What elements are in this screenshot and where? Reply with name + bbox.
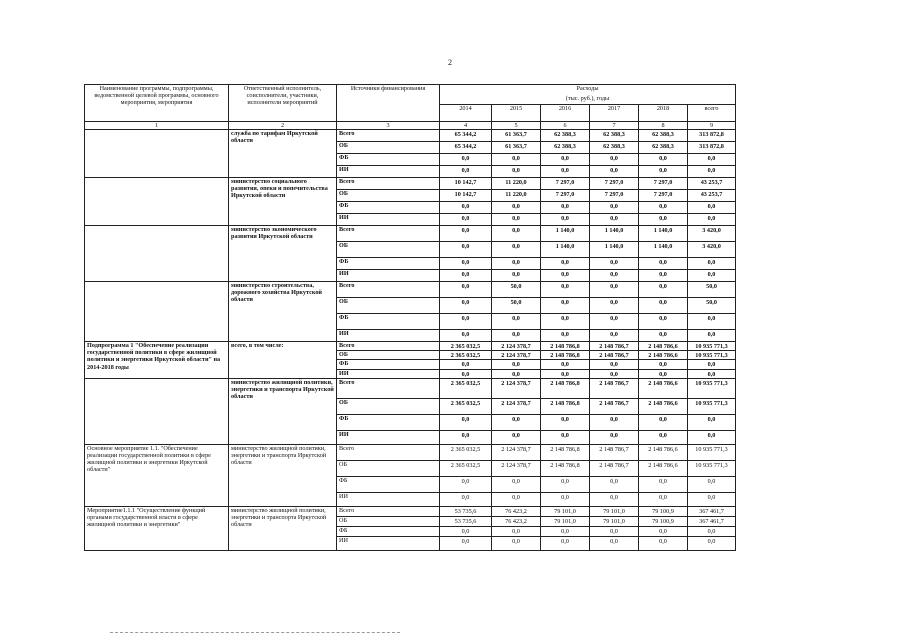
total-value-cell: 43 253,7 [688, 190, 736, 202]
year-value-cell: 65 344,2 [440, 130, 492, 142]
year-value-cell: 0,0 [440, 314, 492, 330]
funding-source-cell: ИИ [337, 330, 440, 342]
year-value-cell: 50,0 [492, 282, 541, 298]
year-value-cell: 0,0 [440, 298, 492, 314]
funding-source-cell: ИИ [337, 430, 440, 444]
total-value-cell: 10 935 771,3 [688, 444, 736, 460]
year-value-cell: 2 148 786,7 [590, 378, 639, 398]
year-value-cell: 0,0 [440, 242, 492, 258]
year-value-cell: 1 140,0 [590, 242, 639, 258]
year-value-cell: 0,0 [492, 430, 541, 444]
total-value-cell: 50,0 [688, 298, 736, 314]
total-value-cell: 10 935 771,3 [688, 460, 736, 476]
year-value-cell: 0,0 [541, 414, 590, 430]
year-value-cell: 62 388,3 [590, 142, 639, 154]
year-value-cell: 2 365 032,5 [440, 444, 492, 460]
year-value-cell: 7 297,0 [639, 190, 688, 202]
column-number: 6 [541, 122, 590, 130]
year-value-cell: 10 142,7 [440, 190, 492, 202]
year-value-cell: 0,0 [590, 492, 639, 506]
total-value-cell: 0,0 [688, 476, 736, 492]
header-expenses-unit: (тыс. руб.), годы [440, 95, 736, 105]
year-value-cell: 0,0 [440, 414, 492, 430]
year-value-cell: 0,0 [440, 536, 492, 550]
year-value-cell: 0,0 [639, 214, 688, 226]
year-value-cell: 2 124 378,7 [492, 444, 541, 460]
year-value-cell: 2 148 786,6 [639, 378, 688, 398]
header-year: 2017 [590, 105, 639, 122]
funding-source-cell: ИИ [337, 270, 440, 282]
header-source: Источники финансирования [337, 85, 440, 122]
year-value-cell: 0,0 [639, 258, 688, 270]
year-value-cell: 62 388,3 [639, 130, 688, 142]
header-year: 2015 [492, 105, 541, 122]
table-body [85, 85, 736, 551]
year-value-cell: 0,0 [590, 536, 639, 550]
year-value-cell: 0,0 [590, 214, 639, 226]
table-row [85, 342, 736, 351]
year-value-cell: 0,0 [639, 536, 688, 550]
year-value-cell: 0,0 [541, 330, 590, 342]
header-year: 2014 [440, 105, 492, 122]
year-value-cell: 0,0 [541, 258, 590, 270]
year-value-cell: 0,0 [492, 314, 541, 330]
year-value-cell: 61 363,7 [492, 142, 541, 154]
year-value-cell: 2 148 786,6 [639, 444, 688, 460]
year-value-cell: 0,0 [639, 369, 688, 378]
total-value-cell: 313 872,8 [688, 142, 736, 154]
total-value-cell: 50,0 [688, 282, 736, 298]
year-value-cell: 0,0 [590, 360, 639, 369]
year-value-cell: 2 148 786,6 [639, 398, 688, 414]
executor-cell: министерство жилищной политики, энергетики и транспорта Иркутской области [229, 506, 337, 550]
year-value-cell: 0,0 [590, 314, 639, 330]
year-value-cell: 2 365 032,5 [440, 378, 492, 398]
year-value-cell: 0,0 [590, 414, 639, 430]
year-value-cell: 62 388,3 [541, 130, 590, 142]
header-responsible: Ответственный исполнитель, соисполнители, участники, исполнители мероприятий [229, 85, 337, 122]
year-value-cell: 0,0 [639, 166, 688, 178]
total-value-cell: 10 935 771,3 [688, 342, 736, 351]
total-value-cell: 0,0 [688, 536, 736, 550]
year-value-cell: 2 148 786,6 [639, 351, 688, 360]
table-row [85, 378, 736, 398]
year-value-cell: 79 100,9 [639, 506, 688, 516]
total-value-cell: 0,0 [688, 430, 736, 444]
year-value-cell: 0,0 [440, 214, 492, 226]
year-value-cell: 0,0 [492, 242, 541, 258]
program-name-cell [85, 378, 229, 444]
total-value-cell: 313 872,8 [688, 130, 736, 142]
year-value-cell: 7 297,0 [541, 190, 590, 202]
funding-source-cell: ФБ [337, 414, 440, 430]
year-value-cell: 0,0 [541, 298, 590, 314]
year-value-cell: 79 100,9 [639, 516, 688, 526]
year-value-cell: 7 297,0 [639, 178, 688, 190]
year-value-cell: 53 735,6 [440, 506, 492, 516]
funding-source-cell: ОБ [337, 298, 440, 314]
program-name-cell: Подпрограмма 1 "Обеспечение реализации государственной политики в сфере жилищной политики и энергетики Иркутской области" на 2014-2018 годы [85, 342, 229, 379]
funding-source-cell: Всего [337, 506, 440, 516]
funding-source-cell: ИИ [337, 214, 440, 226]
executor-cell: министерство строительства, дорожного хозяйства Иркутской области [229, 282, 337, 342]
year-value-cell: 0,0 [541, 536, 590, 550]
program-name-cell [85, 178, 229, 226]
funding-source-cell: ИИ [337, 492, 440, 506]
column-number: 1 [85, 122, 229, 130]
funding-source-cell: ФБ [337, 202, 440, 214]
funding-source-cell: ФБ [337, 258, 440, 270]
year-value-cell: 0,0 [639, 526, 688, 536]
year-value-cell: 2 148 786,7 [590, 398, 639, 414]
funding-source-cell: Всего [337, 178, 440, 190]
year-value-cell: 2 365 032,5 [440, 460, 492, 476]
total-value-cell: 0,0 [688, 202, 736, 214]
total-value-cell: 0,0 [688, 214, 736, 226]
year-value-cell: 2 148 786,6 [639, 460, 688, 476]
year-value-cell: 0,0 [541, 492, 590, 506]
year-value-cell: 0,0 [541, 166, 590, 178]
year-value-cell: 7 297,0 [541, 178, 590, 190]
year-value-cell: 7 297,0 [590, 178, 639, 190]
year-value-cell: 1 140,0 [541, 226, 590, 242]
table-row [85, 282, 736, 298]
year-value-cell: 0,0 [590, 202, 639, 214]
year-value-cell: 11 220,0 [492, 178, 541, 190]
funding-source-cell: ФБ [337, 314, 440, 330]
year-value-cell: 0,0 [541, 214, 590, 226]
year-value-cell: 0,0 [541, 526, 590, 536]
program-name-cell: Основное мероприятие 1.1. "Обеспечение реализации государственной политики в сфере жилищной политики и энергетики Иркутской области" [85, 444, 229, 506]
column-number: 9 [688, 122, 736, 130]
year-value-cell: 0,0 [440, 526, 492, 536]
year-value-cell: 1 140,0 [541, 242, 590, 258]
funding-source-cell: ИИ [337, 369, 440, 378]
year-value-cell: 0,0 [541, 369, 590, 378]
executor-cell: служба по тарифам Иркутской области [229, 130, 337, 178]
total-value-cell: 0,0 [688, 492, 736, 506]
year-value-cell: 0,0 [492, 214, 541, 226]
funding-source-cell: ОБ [337, 142, 440, 154]
total-value-cell: 10 935 771,3 [688, 398, 736, 414]
column-number: 3 [337, 122, 440, 130]
year-value-cell: 0,0 [590, 282, 639, 298]
year-value-cell: 1 140,0 [639, 242, 688, 258]
funding-source-cell: Всего [337, 282, 440, 298]
year-value-cell: 2 148 786,8 [541, 378, 590, 398]
year-value-cell: 2 365 032,5 [440, 342, 492, 351]
year-value-cell: 0,0 [440, 369, 492, 378]
year-value-cell: 79 101,0 [590, 516, 639, 526]
funding-source-cell: ФБ [337, 476, 440, 492]
executor-cell: министерство экономического развития Иркутской области [229, 226, 337, 282]
funding-source-cell: ОБ [337, 460, 440, 476]
year-value-cell: 0,0 [492, 258, 541, 270]
year-value-cell: 0,0 [440, 430, 492, 444]
year-value-cell: 0,0 [541, 154, 590, 166]
year-value-cell: 0,0 [440, 226, 492, 242]
funding-source-cell: Всего [337, 342, 440, 351]
year-value-cell: 62 388,3 [639, 142, 688, 154]
year-value-cell: 0,0 [639, 298, 688, 314]
year-value-cell: 0,0 [590, 154, 639, 166]
header-program-name: Наименование программы, подпрограммы, ведомственной целевой программы, основного мероприятия, мероприятия [85, 85, 229, 122]
year-value-cell: 0,0 [492, 492, 541, 506]
table-row [85, 226, 736, 242]
year-value-cell: 0,0 [440, 154, 492, 166]
year-value-cell: 2 124 378,7 [492, 460, 541, 476]
year-value-cell: 11 220,0 [492, 190, 541, 202]
total-value-cell: 3 420,0 [688, 242, 736, 258]
year-value-cell: 0,0 [440, 202, 492, 214]
header-year: 2016 [541, 105, 590, 122]
total-value-cell: 10 935 771,3 [688, 351, 736, 360]
year-value-cell: 0,0 [492, 330, 541, 342]
funding-source-cell: Всего [337, 226, 440, 242]
year-value-cell: 0,0 [639, 476, 688, 492]
year-value-cell: 7 297,0 [590, 190, 639, 202]
year-value-cell: 0,0 [440, 330, 492, 342]
year-value-cell: 2 148 786,7 [590, 444, 639, 460]
year-value-cell: 0,0 [639, 330, 688, 342]
total-value-cell: 10 935 771,3 [688, 378, 736, 398]
year-value-cell: 0,0 [492, 536, 541, 550]
year-value-cell: 0,0 [590, 430, 639, 444]
year-value-cell: 0,0 [541, 202, 590, 214]
year-value-cell: 0,0 [639, 360, 688, 369]
total-value-cell: 0,0 [688, 314, 736, 330]
program-name-cell [85, 282, 229, 342]
year-value-cell: 0,0 [590, 258, 639, 270]
year-value-cell: 2 148 786,8 [541, 398, 590, 414]
year-value-cell: 2 148 786,8 [541, 460, 590, 476]
year-value-cell: 2 148 786,7 [590, 460, 639, 476]
year-value-cell: 0,0 [639, 430, 688, 444]
table-row [85, 444, 736, 460]
year-value-cell: 65 344,2 [440, 142, 492, 154]
column-number: 8 [639, 122, 688, 130]
year-value-cell: 79 101,0 [541, 516, 590, 526]
total-value-cell: 367 461,7 [688, 516, 736, 526]
year-value-cell: 0,0 [492, 476, 541, 492]
year-value-cell: 76 423,2 [492, 506, 541, 516]
total-value-cell: 0,0 [688, 330, 736, 342]
table-row [85, 506, 736, 516]
year-value-cell: 1 140,0 [590, 226, 639, 242]
year-value-cell: 0,0 [492, 154, 541, 166]
year-value-cell: 0,0 [590, 298, 639, 314]
year-value-cell: 2 124 378,7 [492, 351, 541, 360]
year-value-cell: 0,0 [440, 270, 492, 282]
total-value-cell: 367 461,7 [688, 506, 736, 516]
funding-source-cell: Всего [337, 378, 440, 398]
funding-source-cell: Всего [337, 130, 440, 142]
year-value-cell: 0,0 [541, 476, 590, 492]
year-value-cell: 0,0 [492, 202, 541, 214]
header-year: 2018 [639, 105, 688, 122]
year-value-cell: 0,0 [590, 330, 639, 342]
footer-line [110, 632, 400, 635]
total-value-cell: 0,0 [688, 166, 736, 178]
year-value-cell: 61 363,7 [492, 130, 541, 142]
executor-cell: всего, в том числе: [229, 342, 337, 379]
year-value-cell: 0,0 [541, 314, 590, 330]
year-value-cell: 2 124 378,7 [492, 398, 541, 414]
year-value-cell: 0,0 [541, 270, 590, 282]
year-value-cell: 0,0 [590, 166, 639, 178]
program-name-cell: Мероприятие1.1.1 "Осуществление функций органами государственной власти в сфере жилищной политики и энергетики" [85, 506, 229, 550]
program-name-cell [85, 130, 229, 178]
funding-source-cell: ИИ [337, 166, 440, 178]
year-value-cell: 0,0 [590, 526, 639, 536]
table-row [85, 130, 736, 142]
year-value-cell: 0,0 [639, 202, 688, 214]
funding-source-cell: ФБ [337, 526, 440, 536]
page-number: 2 [448, 58, 452, 67]
year-value-cell: 0,0 [639, 314, 688, 330]
year-value-cell: 0,0 [440, 166, 492, 178]
funding-source-cell: ОБ [337, 242, 440, 258]
year-value-cell: 1 140,0 [639, 226, 688, 242]
year-value-cell: 2 365 032,5 [440, 398, 492, 414]
year-value-cell: 0,0 [492, 360, 541, 369]
year-value-cell: 2 148 786,7 [590, 351, 639, 360]
year-value-cell: 0,0 [492, 414, 541, 430]
year-value-cell: 79 101,0 [541, 506, 590, 516]
funding-source-cell: Всего [337, 444, 440, 460]
total-value-cell: 43 253,7 [688, 178, 736, 190]
year-value-cell: 2 148 786,7 [590, 342, 639, 351]
year-value-cell: 0,0 [590, 369, 639, 378]
year-value-cell: 10 142,7 [440, 178, 492, 190]
year-value-cell: 50,0 [492, 298, 541, 314]
year-value-cell: 2 148 786,8 [541, 444, 590, 460]
funding-source-cell: ОБ [337, 398, 440, 414]
year-value-cell: 0,0 [639, 154, 688, 166]
column-number: 2 [229, 122, 337, 130]
total-value-cell: 0,0 [688, 360, 736, 369]
year-value-cell: 2 124 378,7 [492, 342, 541, 351]
executor-cell: министерство социального развития, опеки и попечительства Иркутской области [229, 178, 337, 226]
year-value-cell: 0,0 [590, 270, 639, 282]
year-value-cell: 0,0 [440, 476, 492, 492]
funding-source-cell: ОБ [337, 351, 440, 360]
total-value-cell: 0,0 [688, 258, 736, 270]
total-value-cell: 0,0 [688, 526, 736, 536]
executor-cell: министерство жилищной политики, энергетики и транспорта Иркутской области [229, 378, 337, 444]
table-row [85, 178, 736, 190]
year-value-cell: 0,0 [492, 526, 541, 536]
year-value-cell: 0,0 [541, 360, 590, 369]
funding-source-cell: ОБ [337, 190, 440, 202]
column-number: 4 [440, 122, 492, 130]
program-name-cell [85, 226, 229, 282]
column-number: 7 [590, 122, 639, 130]
year-value-cell: 62 388,3 [590, 130, 639, 142]
year-value-cell: 2 148 786,8 [541, 351, 590, 360]
year-value-cell: 0,0 [492, 369, 541, 378]
year-value-cell: 0,0 [541, 430, 590, 444]
year-value-cell: 0,0 [492, 270, 541, 282]
year-value-cell: 0,0 [440, 282, 492, 298]
funding-source-cell: ФБ [337, 154, 440, 166]
funding-source-cell: ФБ [337, 360, 440, 369]
year-value-cell: 0,0 [639, 270, 688, 282]
year-value-cell: 2 148 786,8 [541, 342, 590, 351]
year-value-cell: 0,0 [440, 258, 492, 270]
total-value-cell: 0,0 [688, 369, 736, 378]
year-value-cell: 0,0 [639, 414, 688, 430]
year-value-cell: 2 124 378,7 [492, 378, 541, 398]
year-value-cell: 2 365 032,5 [440, 351, 492, 360]
year-value-cell: 76 423,2 [492, 516, 541, 526]
funding-source-cell: ИИ [337, 536, 440, 550]
column-number: 5 [492, 122, 541, 130]
budget-table [84, 84, 736, 551]
year-value-cell: 0,0 [440, 492, 492, 506]
funding-source-cell: ОБ [337, 516, 440, 526]
header-year-total: всего [688, 105, 736, 122]
year-value-cell: 0,0 [639, 282, 688, 298]
year-value-cell: 2 148 786,6 [639, 342, 688, 351]
year-value-cell: 0,0 [639, 492, 688, 506]
total-value-cell: 0,0 [688, 414, 736, 430]
year-value-cell: 62 388,3 [541, 142, 590, 154]
executor-cell: министерство жилищной политики, энергетики и транспорта Иркутской области [229, 444, 337, 506]
year-value-cell: 53 735,6 [440, 516, 492, 526]
year-value-cell: 0,0 [440, 360, 492, 369]
total-value-cell: 0,0 [688, 154, 736, 166]
header-expenses-title: Расходы [440, 85, 736, 95]
year-value-cell: 79 101,0 [590, 506, 639, 516]
total-value-cell: 0,0 [688, 270, 736, 282]
year-value-cell: 0,0 [541, 282, 590, 298]
year-value-cell: 0,0 [492, 226, 541, 242]
total-value-cell: 3 420,0 [688, 226, 736, 242]
year-value-cell: 0,0 [492, 166, 541, 178]
year-value-cell: 0,0 [590, 476, 639, 492]
